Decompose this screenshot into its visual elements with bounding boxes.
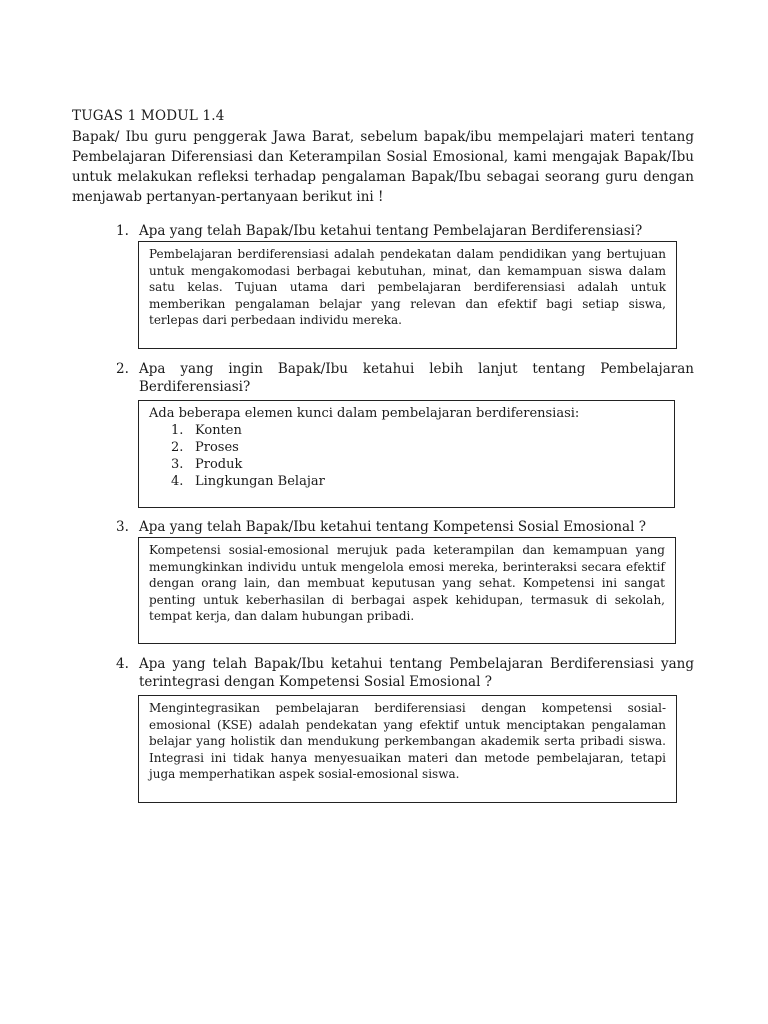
question-text: Apa yang telah Bapak/Ibu ketahui tentang Pembelajaran Berdiferensiasi? [139,223,643,239]
question-number: 3. [116,519,129,535]
question-text: Apa yang ingin Bapak/Ibu ketahui lebih lanjut tentang Pembelajaran Berdiferensiasi? [139,361,694,395]
question-number: 4. [116,656,129,672]
list-item: 2. Proses [171,440,239,455]
list-item: 4. Lingkungan Belajar [171,474,325,489]
answer-text: Mengintegrasikan pembelajaran berdiferensiasi dengan kompetensi sosial-emosional (KSE) adalah pendekatan yang efektif untuk menciptakan pengalaman belajar yang holistik dan mendukung perkembangan akademik serta pribadi siswa. Integrasi ini tidak hanya menyesuaikan materi dan metode pembelajaran, tetapi juga memperhatikan aspek sosial-emosional siswa. [149,701,666,782]
answer-text: Pembelajaran berdiferensiasi adalah pendekatan dalam pendidikan yang bertujuan untuk mengakomodasi berbagai kebutuhan, minat, dan kemampuan siswa dalam satu kelas. Tujuan utama dari pembelajaran berdiferensiasi adalah untuk memberikan pengalaman belajar yang relevan dan efektif bagi setiap siswa, terlepas dari perbedaan individu mereka. [149,247,666,328]
question-2 [116,360,694,396]
answer-text: Kompetensi sosial-emosional merujuk pada keterampilan dan kemampuan yang memungkinkan individu untuk mengelola emosi mereka, berinteraksi secara efektif dengan orang lain, dan membuat keputusan yang sehat. Kompetensi ini sangat penting untuk keberhasilan di berbagai aspek kehidupan, termasuk di sekolah, tempat kerja, dan dalam hubungan pribadi. [149,543,665,624]
question-text: Apa yang telah Bapak/Ibu ketahui tentang Pembelajaran Berdiferensiasi yang terintegrasi dengan Kompetensi Sosial Emosional ? [139,656,694,690]
list-item: 1. Konten [171,423,242,438]
answer-box-3 [138,537,676,644]
answer-intro: Ada beberapa elemen kunci dalam pembelajaran berdiferensiasi: [149,406,580,421]
list-item: 3. Produk [171,457,243,472]
answer-box-2 [138,400,675,508]
question-4 [116,655,694,691]
question-3 [116,518,694,536]
intro-paragraph: Bapak/ Ibu guru penggerak Jawa Barat, sebelum bapak/ibu mempelajari materi tentang Pembelajaran Diferensiasi dan Keterampilan Sosial Emosional, kami mengajak Bapak/Ibu untuk melakukan refleksi terhadap pengalaman Bapak/Ibu sebagai seorang guru dengan menjawab pertanyan-pertanyaan berikut ini ! [72,129,694,205]
answer-box-1 [138,241,677,349]
question-number: 2. [116,361,129,377]
answer-box-4 [138,695,677,803]
answer-list [149,422,664,490]
question-text: Apa yang telah Bapak/Ibu ketahui tentang Kompetensi Sosial Emosional ? [139,519,646,535]
question-1 [116,222,694,240]
question-number: 1. [116,223,129,239]
document-title: TUGAS 1 MODUL 1.4 [72,108,225,124]
